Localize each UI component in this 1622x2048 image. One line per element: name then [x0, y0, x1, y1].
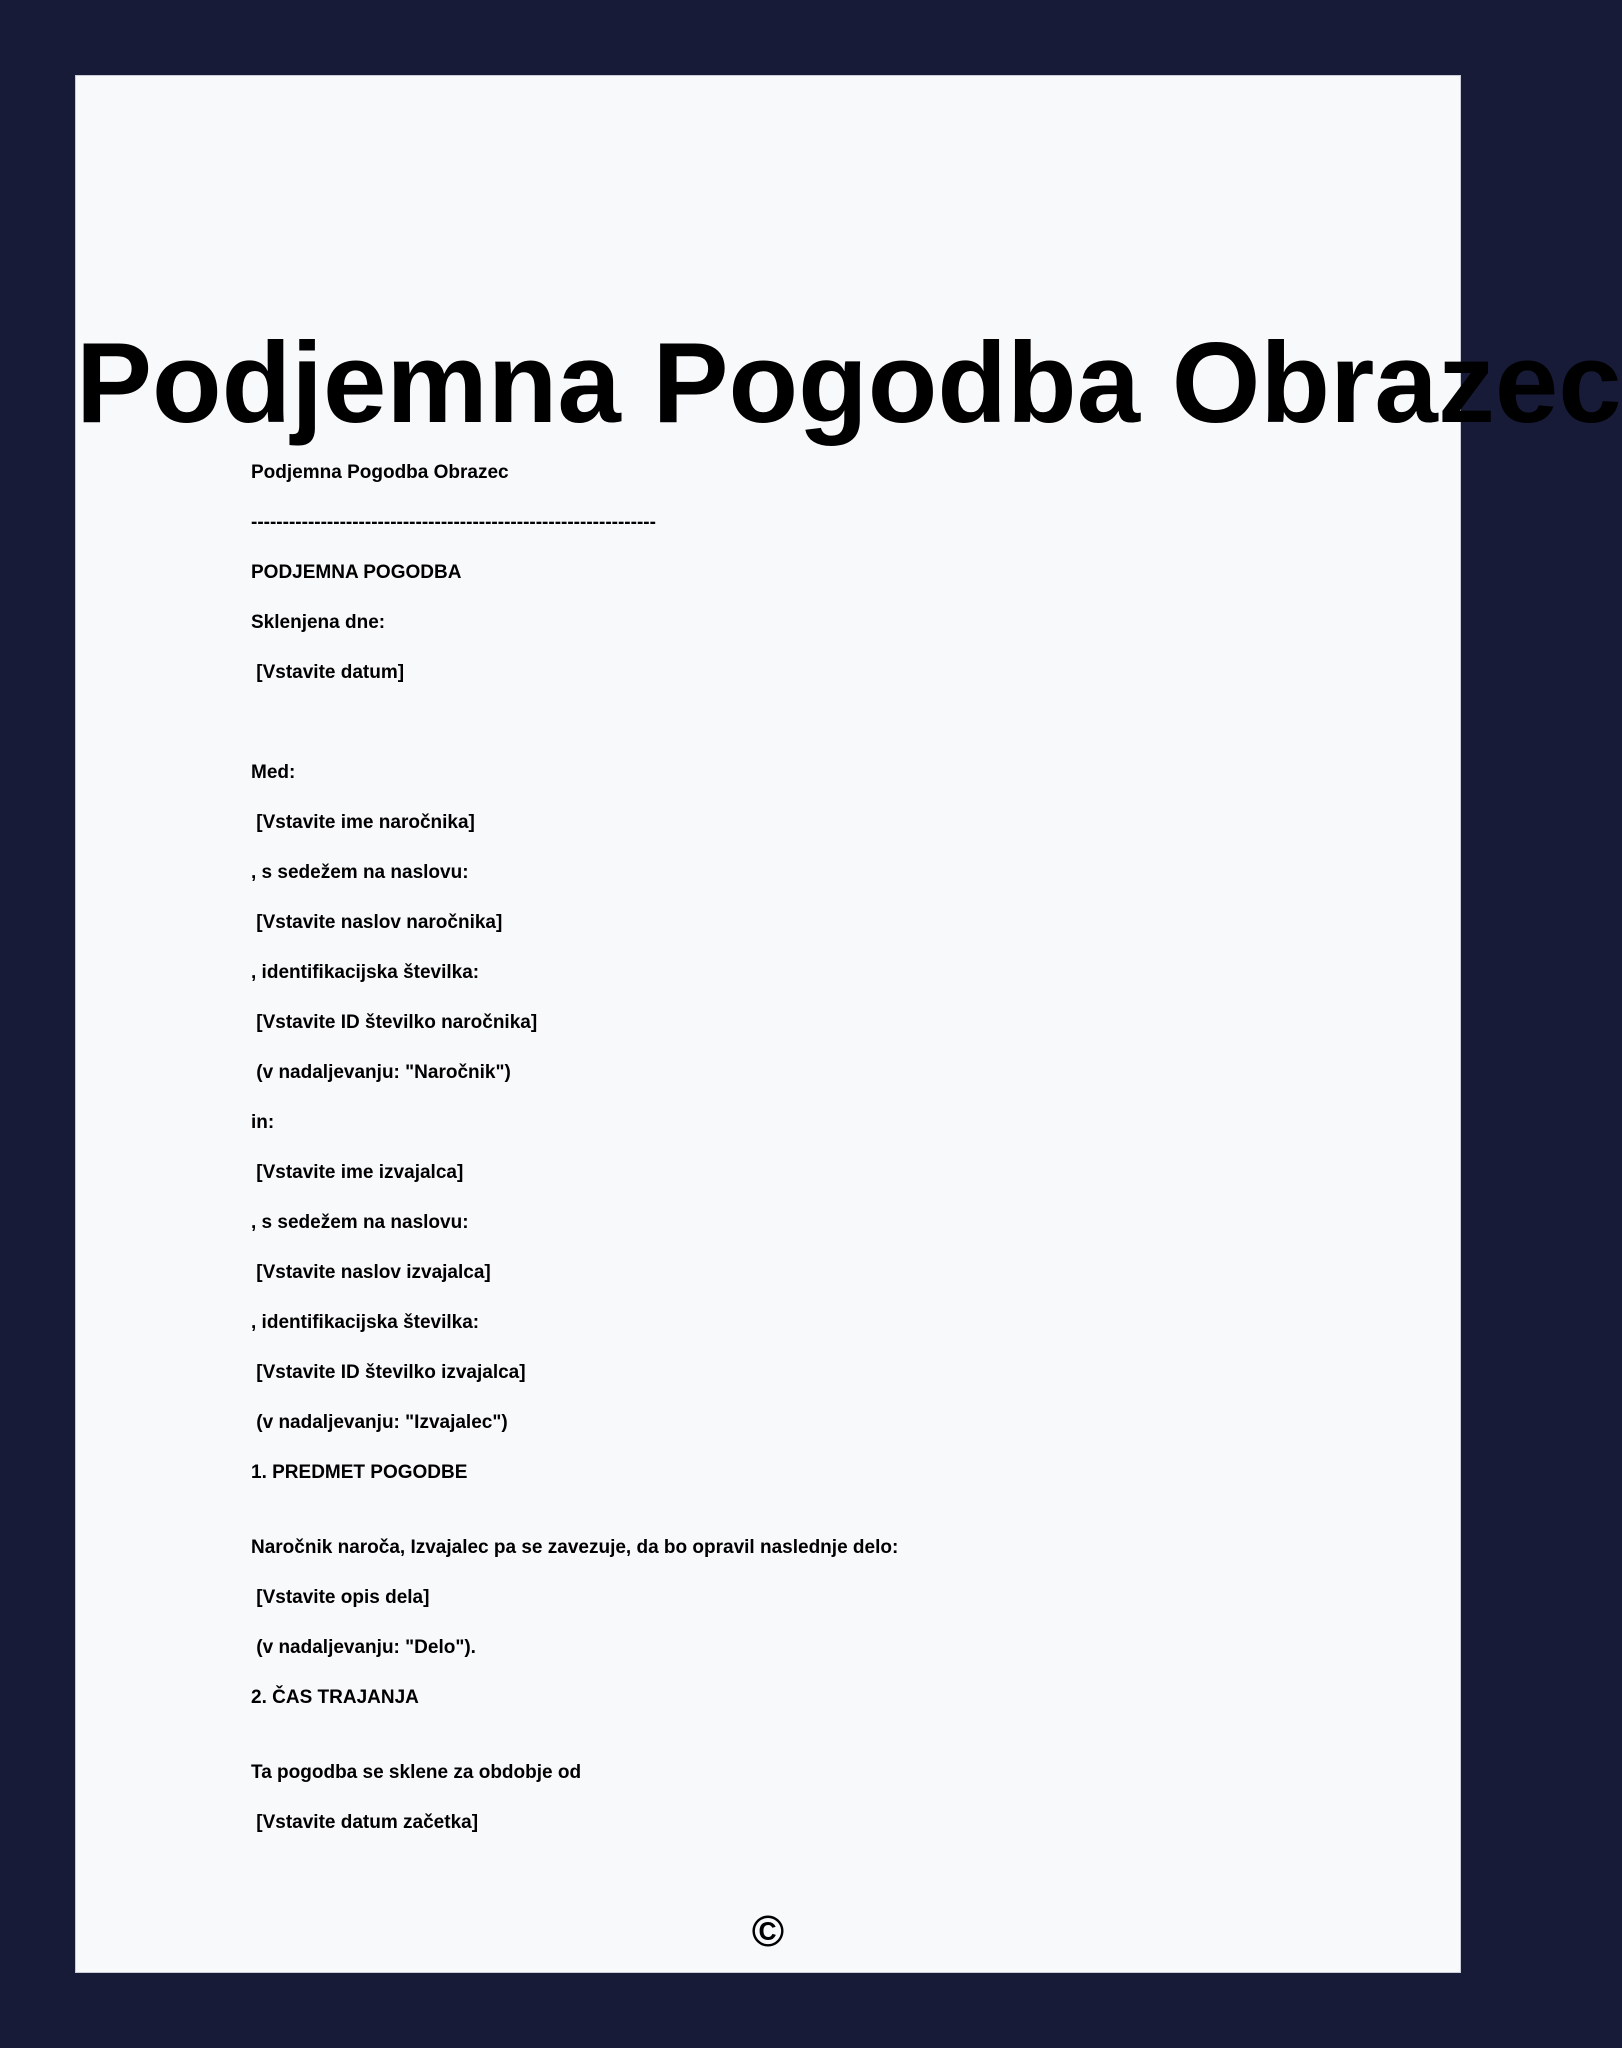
contractor-id-label: , identifikacijska številka: — [251, 1312, 480, 1333]
client-address-placeholder: [Vstavite naslov naročnika] — [251, 912, 503, 933]
contractor-address-label: , s sedežem na naslovu: — [251, 1212, 469, 1233]
document-body — [251, 448, 1301, 1848]
contract-heading: PODJEMNA POGODBA — [251, 562, 462, 583]
contractor-id-placeholder: [Vstavite ID številko izvajalca] — [251, 1362, 526, 1383]
between-label: Med: — [251, 762, 296, 783]
spacer — [251, 698, 1301, 748]
start-date-placeholder: [Vstavite datum začetka] — [251, 1812, 479, 1833]
work-description-placeholder: [Vstavite opis dela] — [251, 1587, 430, 1608]
body-heading: Podjemna Pogodba Obrazec — [251, 462, 509, 483]
document-page — [75, 75, 1622, 1973]
duration-text: Ta pogodba se sklene za obdobje od — [251, 1762, 582, 1783]
section-1-heading: 1. PREDMET POGODBE — [251, 1462, 468, 1483]
section-2-heading: 2. ČAS TRAJANJA — [251, 1687, 419, 1708]
client-address-label: , s sedežem na naslovu: — [251, 862, 469, 883]
contractor-address-placeholder: [Vstavite naslov izvajalca] — [251, 1262, 491, 1283]
concluded-on-label: Sklenjena dne: — [251, 612, 386, 633]
spacer — [251, 1723, 1301, 1748]
separator-line: ---------------------------------------------------------------- — [251, 512, 656, 533]
and-label: in: — [251, 1112, 275, 1133]
work-description-text: Naročnik naroča, Izvajalec pa se zavezuje, da bo opravil naslednje delo: — [251, 1537, 899, 1558]
client-name-placeholder: [Vstavite ime naročnika] — [251, 812, 475, 833]
contractor-alias: (v nadaljevanju: "Izvajalec") — [251, 1412, 508, 1433]
date-placeholder: [Vstavite datum] — [251, 662, 405, 683]
work-alias: (v nadaljevanju: "Delo"). — [251, 1637, 476, 1658]
document-title: Podjemna Pogodba Obrazec — [76, 320, 1622, 447]
client-id-placeholder: [Vstavite ID številko naročnika] — [251, 1012, 538, 1033]
client-alias: (v nadaljevanju: "Naročnik") — [251, 1062, 511, 1083]
copyright-icon: © — [751, 1907, 785, 1956]
spacer — [251, 1498, 1301, 1523]
client-id-label: , identifikacijska številka: — [251, 962, 480, 983]
contractor-name-placeholder: [Vstavite ime izvajalca] — [251, 1162, 464, 1183]
